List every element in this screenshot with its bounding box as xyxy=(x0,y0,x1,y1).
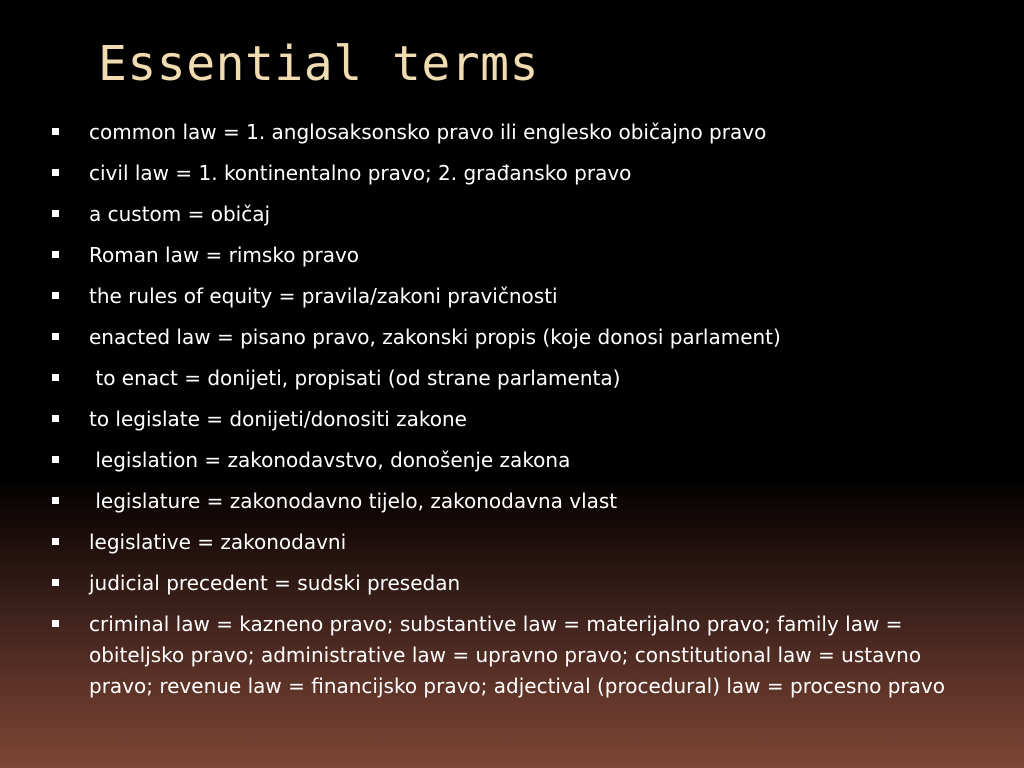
term-text: to enact = donijeti, propisati (od strane parlamenta) xyxy=(89,366,621,390)
list-item xyxy=(0,158,1000,189)
term-text: the rules of equity = pravila/zakoni pravičnosti xyxy=(89,284,558,308)
list-item xyxy=(0,445,1000,476)
list-item xyxy=(0,404,1000,435)
term-text: legislation = zakonodavstvo, donošenje zakona xyxy=(89,448,571,472)
list-item xyxy=(0,363,1000,394)
bullet-icon xyxy=(52,456,59,463)
term-text: criminal law = kazneno pravo; substantive law = materijalno pravo; family law = obiteljsko pravo; administrative law = upravno pravo; constitutional law = ustavno pravo; revenue law = financijsko pravo; adjectival (procedural) law = procesno pravo xyxy=(89,612,945,698)
bullet-icon xyxy=(52,374,59,381)
bullet-icon xyxy=(52,292,59,299)
bullet-icon xyxy=(52,415,59,422)
term-text: legislature = zakonodavno tijelo, zakonodavna vlast xyxy=(89,489,618,513)
list-item xyxy=(0,609,1000,702)
list-item xyxy=(0,322,1000,353)
bullet-icon xyxy=(52,497,59,504)
bullet-icon xyxy=(52,210,59,217)
term-text: common law = 1. anglosaksonsko pravo ili englesko običajno pravo xyxy=(89,120,767,144)
slide-title: Essential terms xyxy=(98,36,539,92)
terms-list xyxy=(0,117,1000,712)
term-text: civil law = 1. kontinentalno pravo; 2. građansko pravo xyxy=(89,161,632,185)
list-item xyxy=(0,281,1000,312)
list-item xyxy=(0,486,1000,517)
term-text: enacted law = pisano pravo, zakonski propis (koje donosi parlament) xyxy=(89,325,781,349)
bullet-icon xyxy=(52,333,59,340)
term-text: legislative = zakonodavni xyxy=(89,530,347,554)
term-text: a custom = običaj xyxy=(89,202,271,226)
list-item xyxy=(0,199,1000,230)
list-item xyxy=(0,527,1000,558)
bullet-icon xyxy=(52,169,59,176)
bullet-icon xyxy=(52,620,59,627)
bullet-icon xyxy=(52,579,59,586)
term-text: to legislate = donijeti/donositi zakone xyxy=(89,407,467,431)
list-item xyxy=(0,568,1000,599)
bullet-icon xyxy=(52,251,59,258)
term-text: Roman law = rimsko pravo xyxy=(89,243,360,267)
bullet-icon xyxy=(52,128,59,135)
term-text: judicial precedent = sudski presedan xyxy=(89,571,461,595)
bullet-icon xyxy=(52,538,59,545)
list-item xyxy=(0,117,1000,148)
list-item xyxy=(0,240,1000,271)
